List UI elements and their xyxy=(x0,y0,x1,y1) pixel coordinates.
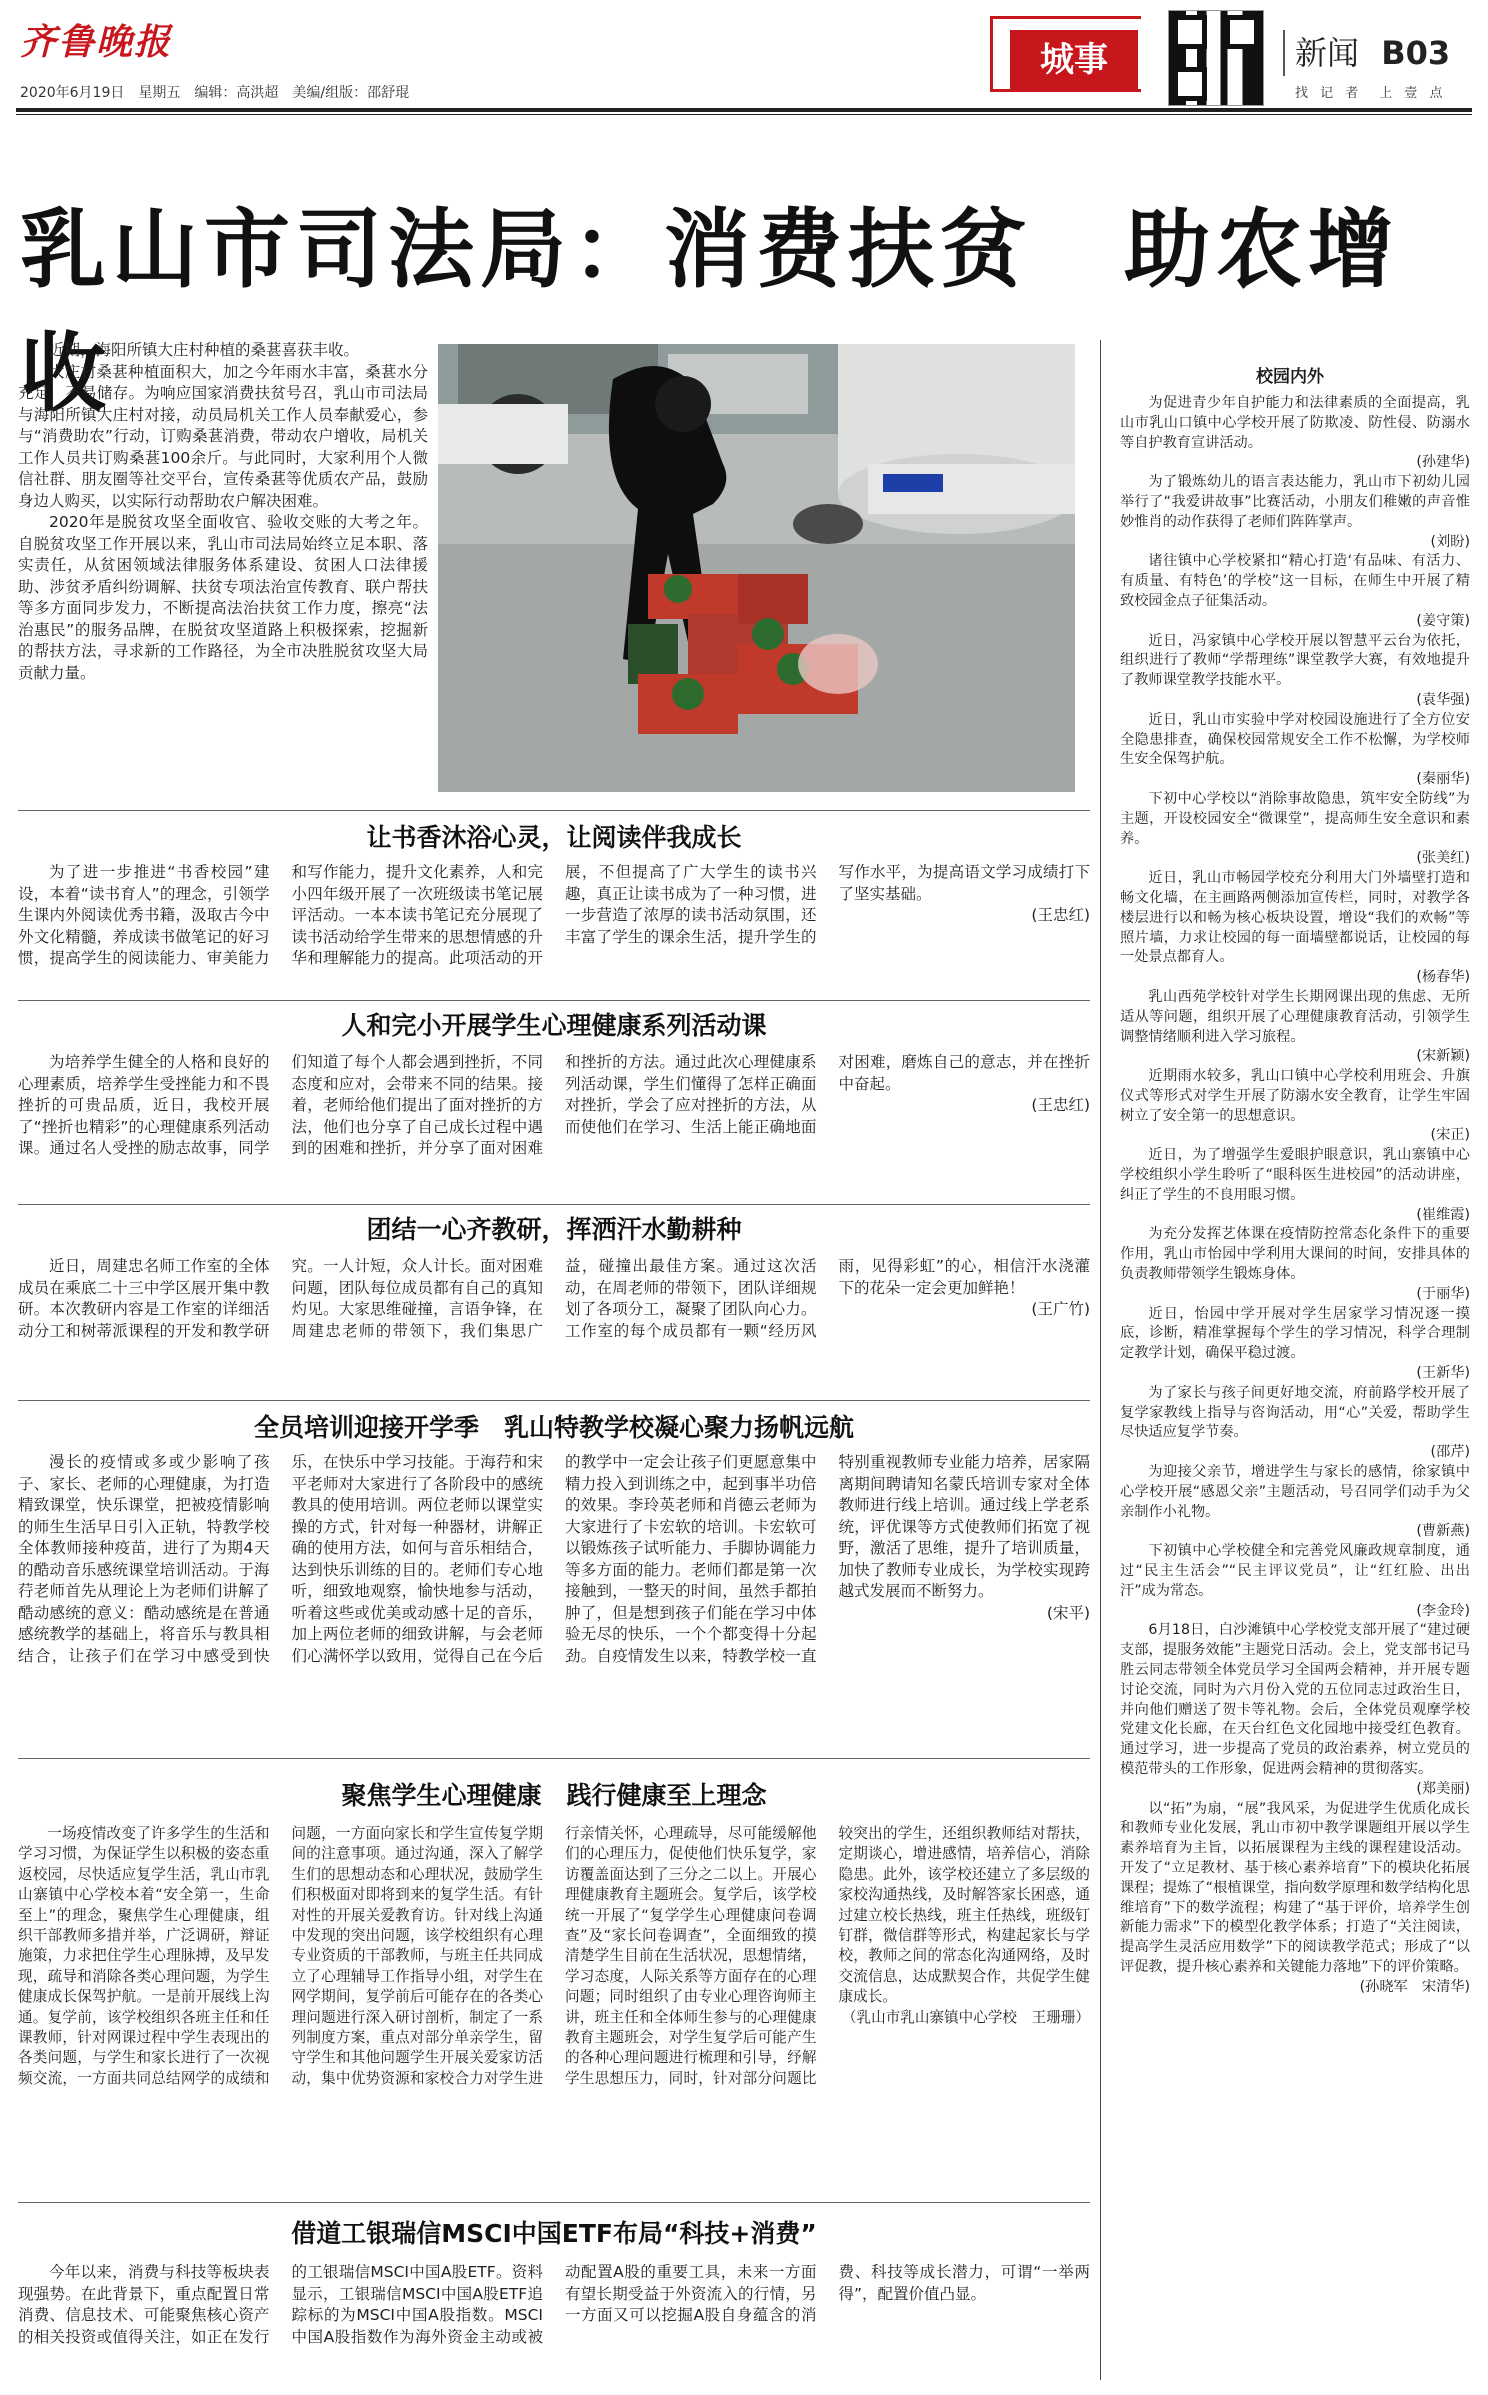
sidebar-list xyxy=(1120,394,1470,1998)
date-line: 2020年6月19日 星期五 编辑：高洪超 美编/组版：邵舒琨 xyxy=(20,85,410,101)
sidebar-item: 近日，乳山市畅园学校充分利用大门外墙壁打造和畅文化墙，在主画路两侧添加宣传栏，同时，对教学各楼层进行以和畅为核心板块设置，增设“我们的欢畅”等照片墙，力求让校园的每一面墙壁都说话，让校园的每一处景点都育人。 xyxy=(1120,870,1470,966)
sidebar-byline: (姜守策) xyxy=(1416,612,1470,629)
sidebar-item: 近日，为了增强学生爱眼护眼意识，乳山寨镇中心学校组织小学生聆听了“眼科医生进校园”的活动讲座，纠正了学生的不良用眼习惯。 xyxy=(1120,1147,1470,1203)
sidebar-byline: (李金玲) xyxy=(1416,1602,1470,1619)
sidebar-item: 为迎接父亲节，增进学生与家长的感情，徐家镇中心学校开展“感恩父亲”主题活动，号召同学们动手为父亲制作小礼物。 xyxy=(1120,1464,1470,1520)
page-section-name: 新闻 xyxy=(1295,34,1360,72)
article-rule xyxy=(18,2202,1090,2203)
sidebar-item: 近日，怡园中学开展对学生居家学习情况逐一摸底，诊断，精准掌握每个学生的学习情况，科学合理制定教学计划，确保平稳过渡。 xyxy=(1120,1305,1470,1362)
sidebar-byline: (于丽华) xyxy=(1416,1285,1470,1302)
sidebar-item: 为充分发挥艺体课在疫情防控常态化条件下的重要作用，乳山市怡园中学利用大课间的时间，安排具体的负责教师带领学生锻炼身体。 xyxy=(1120,1226,1470,1283)
article-text: 近日，周建忠名师工作室的全体成员在乘底二十三中学区展开集中教研。本次教研内容是工作室的详细活动分工和树蒂派课程的开发和教学研究。一人计短，众人计长。面对困难问题，团队每位成员都有自己的真知灼见。大家思维碰撞，言语争锋，在周建忠老师的带领下，我们集思广益，碰撞出最佳方案。通过这次活动，在周老师的带领下，团队详细规划了各项分工，凝聚了团队向心力。工作室的每个成员都有一颗“经历风雨，见得彩虹”的心，相信汗水浇灌下的花朵一定会更加鲜艳！ xyxy=(18,1257,1090,1340)
article-text: 漫长的疫情或多或少影响了孩子、家长、老师的心理健康，为打造精致课堂，快乐课堂，把被疫情影响的师生生活早日引入正轨，特教学校全体教师接种疫苗，进行了为期4天的酷动音乐感统课堂培训活动。于海荇老师首先从理论上为老师们讲解了酷动感统的意义：酷动感统是在普通感统教学的基础上，将音乐与教具相结合，让孩子们在学习中感受到快乐，在快乐中学习技能。于海荇和宋平老师对大家进行了各阶段中的感统教具的使用培训。两位老师以课堂实操的方式，针对每一种器材，讲解正确的使用方法，如何与音乐相结合，达到快乐训练的目的。老师们专心地听，细致地观察，愉快地参与活动，听着这些或优美或动感十足的音乐，加上两位老师的细致讲解，与会老师们心满怀学以致用，觉得自己在今后的教学中一定会让孩子们更愿意集中精力投入到训练之中，起到事半功倍的效果。李玲英老师和肖德云老师为大家进行了卡宏软的培训。卡宏软可以锻炼孩子试听能力、手脚协调能力等多方面的能力。老师们都是第一次接触到，一整天的时间，虽然手都拍肿了，但是想到孩子们能在学习中体验无尽的快乐，一个个都变得十分起劲。自疫情发生以来，特教学校一直特别重视教师专业能力培养，居家隔离期间聘请知名蒙氏培训专家对全体教师进行线上培训。通过线上学老系统，评优课等方式使教师们拓宽了视野，激活了思维，提升了培训质量，加快了教师专业成长，为学校实现跨越式发展而不断努力。 xyxy=(18,1453,1090,1665)
sidebar-item: 6月18日，白沙滩镇中心学校党支部开展了“建过硬支部，提服务效能”主题党日活动。会上，党支部书记马胜云同志带领全体党员学习全国两会精神，并开展专题讨论交流，同时为六月份入党的五位同志过政治生日，并向他们赠送了贺卡等礼物。会后，全体党员观摩学校党建文化长廊，在天台红色文化园地中接受红色教育。通过学习，进一步提高了党员的政治素养，树立党员的模范带头的工作形象，促进两会精神的贯彻落实。 xyxy=(1120,1622,1470,1777)
article-text: 为培养学生健全的人格和良好的心理素质，培养学生受挫能力和不畏挫折的可贵品质，近日，我校开展了“挫折也精彩”的心理健康系列活动课。通过名人受挫的励志故事，同学们知道了每个人都会遇到挫折，不同态度和应对，会带来不同的结果。接着，老师给他们提出了面对挫折的方法，他们也分享了自己成长过程中遇到的困难和挫折，并分享了面对困难和挫折的方法。通过此次心理健康系列活动课，学生们懂得了怎样正确面对挫折，学会了应对挫折的方法，从而使他们在学习、生活上能正确地面对困难，磨炼自己的意志，并在挫折中奋起。 xyxy=(18,1053,1090,1157)
masthead-rule-thin xyxy=(16,114,1472,115)
page-number: B03 xyxy=(1381,34,1451,72)
article-rule xyxy=(18,1400,1090,1401)
header-divider xyxy=(1283,30,1285,76)
sidebar-item: 下初镇中心学校健全和完善党风廉政规章制度，通过“民主生活会”“民主评议党员”，让“红红脸、出出汗”成为常态。 xyxy=(1120,1543,1470,1599)
sidebar-byline: (王新华) xyxy=(1416,1365,1470,1382)
article-byline: （乳山市乳山寨镇中心学校 王珊珊） xyxy=(841,2008,1090,2026)
sidebar-byline: (崔维霞) xyxy=(1416,1206,1470,1223)
lead-paragraph: 近期，海阳所镇大庄村种植的桑葚喜获丰收。 xyxy=(49,341,360,359)
sidebar-item: 下初中心学校以“消除事故隐患，筑牢安全防线”为主题，开设校园安全“微课堂”，提高师生安全意识和素养。 xyxy=(1120,790,1470,847)
sidebar-divider xyxy=(1100,340,1101,2380)
article-title: 人和完小开展学生心理健康系列活动课 xyxy=(341,1011,767,1040)
sidebar-item: 近日，乳山市实验中学对校园设施进行了全方位安全隐患排查，确保校园常规安全工作不松懈，为学校师生安全保驾护航。 xyxy=(1120,711,1470,768)
article-byline: (王忠红) xyxy=(1031,1096,1090,1114)
sidebar-item: 为了家长与孩子间更好地交流，府前路学校开展了复学家教线上指导与咨询活动，用“心”关爱，帮助学生尽快适应复学节奏。 xyxy=(1120,1384,1470,1441)
sidebar-item: 乳山西苑学校针对学生长期网课出现的焦虑、无所适从等问题，组织开展了心理健康教育活动，引领学生调整情绪顺利进入学习旅程。 xyxy=(1120,988,1470,1045)
sidebar-byline: (孙建华) xyxy=(1416,454,1470,471)
article-text: 一场疫情改变了许多学生的生活和学习习惯，为保证学生以积极的姿态重返校园，尽快适应复学生活，乳山市乳山寨镇中心学校本着“安全第一，生命至上”的理念，聚焦学生心理健康，组织干部教师多措并举，广泛调研，辩证施策，力求把住学生心理脉搏，及早发现，疏导和消除各类心理问题，为学生健康成长保驾护航。一是前开展线上沟通。复学前，该学校组织各班主任和任课教师，针对网课过程中学生表现出的各类问题，与学生和家长进行了一次视频交流，一方面共同总结网学的成绩和问题，一方面向家长和学生宣传复学期间的注意事项。通过沟通，深入了解学生们的思想动态和心理状况，鼓励学生们积极面对即将到来的复学生活。有针对性的开展关爱教育访。针对线上沟通中发现的突出问题，该学校组织有心理专业资质的干部教师，与班主任共同成立了心理辅导工作指导小组，对学生在网学期间，复学前后可能存在的各类心理问题进行深入研讨剖析，制定了一系列制度方案，重点对部分单亲学生，留守学生和其他问题学生开展关爱家访活动，集中优势资源和家校合力对学生进行亲情关怀，心理疏导，尽可能缓解他们的心理压力，促使他们快乐复学，家访覆盖面达到了三分之二以上。开展心理健康教育主题班会。复学后，该学校统一开展了“复学学生心理健康问卷调查”及“家长问卷调查”，全面细致的摸清楚学生目前在生活状况，思想情绪，学习态度，人际关系等方面存在的心理问题；同时组织了由专业心理咨询师主讲，班主任和全体师生参与的心理健康教育主题班会，对学生复学后可能产生的各种心理问题进行梳理和引导，纾解学生思想压力，同时，针对部分问题比较突出的学生，还组织教师结对帮扶，定期谈心，增进感情，培养信心，消除隐患。此外，该学校还建立了多层级的家校沟通热线，及时解答家长困惑，通过建立校长热线，班主任热线，班级钉钉群，微信群等形式，构建起家长与学校，教师之间的常态化沟通网络，及时交流信息，达成默契合作，共促学生健康成长。 xyxy=(18,1825,1090,2087)
article-rule xyxy=(18,1758,1090,1759)
section-tag: 城事 xyxy=(1010,30,1138,90)
sidebar-item: 诸往镇中心学校紧扣“精心打造‘有品味、有活力、有质量、有特色’的学校”这一目标，在师生中开展了精致校园金点子征集活动。 xyxy=(1120,553,1470,609)
editor-line: 找 记 者 上 壹 点 xyxy=(1295,86,1447,101)
article-byline: (王忠红) xyxy=(1031,906,1090,924)
lead-article xyxy=(18,340,428,684)
article-byline: (宋平) xyxy=(1046,1603,1090,1622)
sidebar-byline: (张美红) xyxy=(1416,850,1470,867)
article-byline: (王广竹) xyxy=(1031,1300,1090,1318)
sidebar-byline: (杨春华) xyxy=(1416,969,1470,986)
article-text: 为了进一步推进“书香校园”建设，本着“读书育人”的理念，引领学生课内外阅读优秀书籍，汲取古今中外文化精髓，养成读书做笔记的好习惯，提高学生的阅读能力、审美能力和写作能力，提升文化素养，人和完小四年级开展了一次班级读书笔记展评活动。一本本读书笔记充分展现了读书活动给学生带来的思想情感的升华和理解能力的提高。此项活动的开展，不但提高了广大学生的读书兴趣，真正让读书成为了一种习惯，进一步营造了浓厚的读书活动氛围，还丰富了学生的课余生活，提升学生的写作水平，为提高语文学习成绩打下了坚实基础。 xyxy=(18,863,1090,967)
qr-code-icon xyxy=(1168,10,1264,106)
article-body xyxy=(18,1256,1090,1342)
article-text: 今年以来，消费与科技等板块表现强势。在此背景下，重点配置日常消费、信息技术、可能聚焦核心资产的相关投资或值得关注，如正在发行的工银瑞信MSCI中国A股ETF。资料显示，工银瑞信MSCI中国A股ETF追踪标的为MSCI中国A股指数。MSCI中国A股指数作为海外资金主动或被动配置A股的重要工具，未来一方面有望长期受益于外资流入的行情，另一方面又可以挖掘A股自身蕴含的消费、科技等成长潜力，可谓“一举两得”，配置价值凸显。 xyxy=(18,2263,1090,2346)
article-body xyxy=(18,1824,1090,2089)
sidebar-item: 近期雨水较多，乳山口镇中心学校利用班会、升旗仪式等形式对学生开展了防溺水安全教育，让学生牢固树立了安全第一的思想意识。 xyxy=(1120,1068,1470,1124)
masthead-rule xyxy=(16,108,1472,112)
sidebar-item: 近日，冯家镇中心学校开展以智慧平云台为依托，组织进行了教师“学帮理练”课堂教学大赛，有效地提升了教师课堂教学技能水平。 xyxy=(1120,632,1470,689)
newspaper-logo: 齐鲁晚报 xyxy=(20,21,173,63)
sidebar-byline: (郑美丽) xyxy=(1416,1780,1470,1797)
news-photo xyxy=(438,344,1075,792)
sidebar-byline: (邵芹) xyxy=(1430,1444,1470,1461)
article-rule xyxy=(18,1204,1090,1205)
sidebar-byline: (秦丽华) xyxy=(1416,771,1470,788)
lead-paragraph: 2020年是脱贫攻坚全面收官、验收交账的大考之年。自脱贫攻坚工作开展以来，乳山市司法局始终立足本职、落实责任，从贫困领域法律服务体系建设、贫困人口法律援助、涉贫矛盾纠纷调解、扶贫专项法治宣传教育、联户帮扶等多方面同步发力，不断提高法治扶贫工作力度，擦亮“法治惠民”的服务品牌，在脱贫攻坚道路上积极探索，挖掘新的帮扶方法，寻求新的工作路径，为全市决胜脱贫攻坚大局贡献力量。 xyxy=(18,513,428,682)
lead-paragraph: 大庄村桑葚种植面积大，加之今年雨水丰富，桑葚水分充足，不易储存。为响应国家消费扶贫号召，乳山市司法局与海阳所镇大庄村对接，动员局机关工作人员奉献爱心，参与“消费助农”行动，订购桑葚消费，带动农户增收，局机关工作人员共订购桑葚100余斤。与此同时，大家利用个人微信社群、朋友圈等社交平台，宣传桑葚等优质农产品，鼓励身边人购买，以实际行动帮助农户解决困难。 xyxy=(18,362,428,510)
article-title: 聚焦学生心理健康 践行健康至上理念 xyxy=(341,1781,767,1810)
sidebar-byline: (袁华强) xyxy=(1416,691,1470,708)
article-body xyxy=(18,1452,1090,1667)
article-rule xyxy=(18,1000,1090,1001)
article-body xyxy=(18,1052,1090,1160)
sidebar-byline: (孙晓军 宋清华) xyxy=(1359,1978,1470,1995)
article-body xyxy=(18,862,1090,970)
sidebar-byline: (宋新颖) xyxy=(1416,1048,1470,1065)
article-title: 团结一心齐教研，挥洒汗水勤耕种 xyxy=(366,1215,742,1244)
sidebar-byline: (曹新燕) xyxy=(1416,1523,1470,1540)
article-title: 借道工银瑞信MSCI中国ETF布局“科技+消费” xyxy=(291,2219,817,2248)
sidebar-byline: (刘盼) xyxy=(1430,533,1470,550)
article-rule xyxy=(18,810,1090,811)
article-title: 让书香沐浴心灵，让阅读伴我成长 xyxy=(366,823,742,852)
article-title: 全员培训迎接开学季 乳山特教学校凝心聚力扬帆远航 xyxy=(253,1413,854,1442)
main-headline: 乳山市司法局：消费扶贫 助农增收 xyxy=(20,200,1400,424)
article-body xyxy=(18,2262,1090,2348)
sidebar-item: 为了锻炼幼儿的语言表达能力，乳山市下初幼儿园举行了“我爱讲故事”比赛活动，小朋友们稚嫩的声音惟妙惟肖的动作获得了老师们阵阵掌声。 xyxy=(1120,474,1470,530)
photo-illustration xyxy=(438,344,1075,792)
page-label xyxy=(1295,28,1450,74)
sidebar-title: 校园内外 xyxy=(1256,367,1324,387)
sidebar-item: 为促进青少年自护能力和法律素质的全面提高，乳山市乳山口镇中心学校开展了防欺凌、防性侵、防溺水等自护教育宣讲活动。 xyxy=(1120,395,1470,451)
sidebar-byline: (宋正) xyxy=(1430,1127,1470,1144)
sidebar-item: 以“拓”为扇，“展”我风采，为促进学生优质化成长和教师专业化发展，乳山市初中教学课题组开展以学生素养培育为主旨，以拓展课程为主线的课程建设活动。开发了“立足教材、基于核心素养培育”下的模块化拓展课程；提炼了“根植课堂，指向数学原理和数学结构化思维培育”下的数学流程；构建了“基于评价，培养学生创新能力需求”下的模型化教学体系；打造了“关注阅读，提高学生灵活应用数学”下的阅读教学范式；形成了“以评促教，提升核心素养和关键能力落地”下的评价策略。 xyxy=(1120,1800,1470,1975)
